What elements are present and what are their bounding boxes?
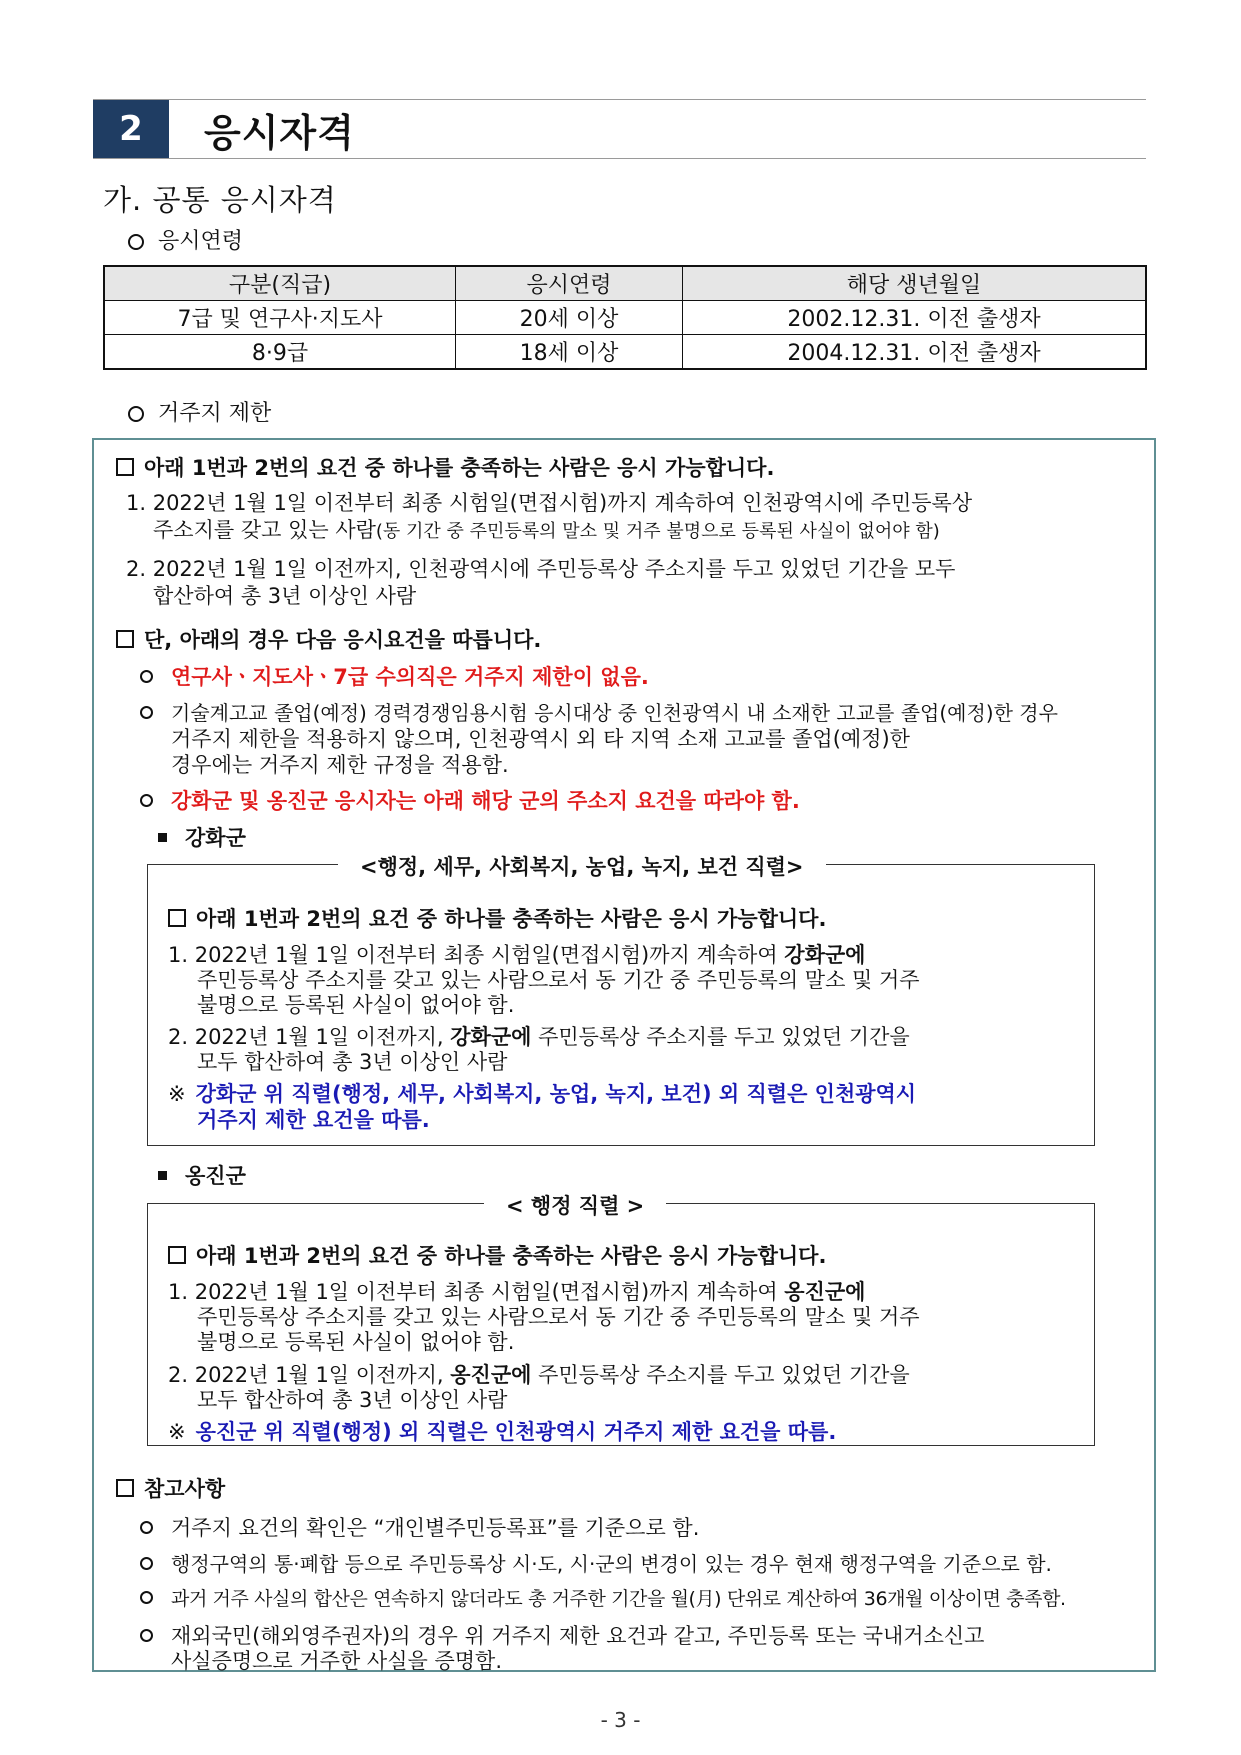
ongjin-note-line1 <box>168 1416 836 1446</box>
table-header: 해당 생년월일 <box>683 266 1147 301</box>
section-number: 2 <box>93 100 169 158</box>
ongjin-line3: 불명으로 등록된 사실이 없어야 함. <box>197 1330 515 1354</box>
ganghwa-line3: 불명으로 등록된 사실이 없어야 함. <box>197 993 515 1017</box>
ongjin-intro <box>168 1240 826 1270</box>
header-top-rule <box>93 99 1146 100</box>
table-header: 구분(직급) <box>104 266 456 301</box>
reference-item-1-text: 거주지 요건의 확인은 “개인별주민등록표”를 기준으로 함. <box>171 1516 700 1540</box>
ganghwa-note1-text: 강화군 위 직렬(행정, 세무, 사회복지, 농업, 녹지, 보건) 외 직렬은 인천광역시 <box>195 1082 917 1106</box>
reference-title <box>116 1473 225 1503</box>
residence-item1-line2-main: 주소지를 갖고 있는 사람 <box>153 518 376 542</box>
reference-item-2-text: 행정구역의 통·폐합 등으로 주민등록상 시·도, 시·군의 변경이 있는 경우 현재 행정구역을 기준으로 함. <box>171 1552 1052 1576</box>
residence-item1-line2-note: (동 기간 중 주민등록의 말소 및 거주 불명으로 등록된 사실이 없어야 함) <box>375 521 940 542</box>
ganghwa-line4-rest: 주민등록상 주소지를 두고 있었던 기간을 <box>531 1025 910 1049</box>
ongjin-caption: < 행정 직렬 > <box>484 1190 666 1220</box>
table-cell: 18세 이상 <box>456 335 683 370</box>
exception-item-2-line1 <box>140 697 1058 726</box>
residence-item1-line1: 1. 2022년 1월 1일 이전부터 최종 시험일(면접시험)까지 계속하여 인천광역시에 주민등록상 <box>126 491 973 515</box>
reference-item-3-text: 과거 거주 사실의 합산은 연속하지 않더라도 총 거주한 기간을 월(月) 단위로 계산하여 36개월 이상이면 충족함. <box>171 1588 1066 1610</box>
circle-bullet-icon <box>140 670 153 683</box>
table-cell: 8·9급 <box>104 335 456 370</box>
ongjin-line1-main: 1. 2022년 1월 1일 이전부터 최종 시험일(면접시험)까지 계속하여 <box>168 1280 785 1304</box>
ganghwa-name: 강화군 <box>185 826 246 850</box>
ongjin-label <box>158 1160 246 1190</box>
ongjin-note1-text: 옹진군 위 직렬(행정) 외 직렬은 인천광역시 거주지 제한 요건을 따름. <box>195 1420 837 1444</box>
reference-item-1 <box>140 1512 699 1542</box>
reference-item-2 <box>140 1548 1052 1577</box>
exception-item-2-line2: 거주지 제한을 적용하지 않으며, 인천광역시 외 타 지역 소재 고교를 졸업(예정)한 <box>171 727 910 751</box>
age-table <box>103 265 1147 370</box>
table-header: 응시연령 <box>456 266 683 301</box>
ganghwa-intro-text: 아래 1번과 2번의 요건 중 하나를 충족하는 사람은 응시 가능합니다. <box>196 907 827 931</box>
ongjin-line2: 주민등록상 주소지를 갖고 있는 사람으로서 동 기간 중 주민등록의 말소 및 거주 <box>197 1305 920 1329</box>
ganghwa-caption: <행정, 세무, 사회복지, 농업, 녹지, 보건 직렬> <box>338 851 826 881</box>
ganghwa-intro <box>168 903 826 933</box>
table-row <box>104 335 1146 370</box>
square-bullet-icon <box>116 1479 134 1497</box>
square-filled-bullet-icon <box>158 833 167 842</box>
ganghwa-line1-bold: 강화군에 <box>784 943 866 967</box>
residence-intro-text: 아래 1번과 2번의 요건 중 하나를 충족하는 사람은 응시 가능합니다. <box>144 456 775 480</box>
reference-title-text: 참고사항 <box>144 1477 226 1501</box>
ganghwa-line5: 모두 합산하여 총 3년 이상인 사람 <box>197 1050 508 1074</box>
header-bottom-rule <box>93 158 1146 159</box>
circle-bullet-icon <box>140 794 153 807</box>
ongjin-line4-main: 2. 2022년 1월 1일 이전까지, <box>168 1363 451 1387</box>
table-cell: 2002.12.31. 이전 출생자 <box>683 301 1147 335</box>
ganghwa-note-line2: 거주지 제한 요건을 따름. <box>197 1108 430 1132</box>
exception-item-3 <box>140 785 800 815</box>
section-title: 응시자격 <box>204 111 355 155</box>
ganghwa-line4-bold: 강화군에 <box>450 1025 532 1049</box>
age-label-row <box>128 224 243 255</box>
ganghwa-line2: 주민등록상 주소지를 갖고 있는 사람으로서 동 기간 중 주민등록의 말소 및 거주 <box>197 968 920 992</box>
circle-bullet-icon <box>128 234 144 250</box>
circle-bullet-icon <box>128 406 144 422</box>
page-number: - 3 - <box>600 1708 641 1732</box>
ongjin-line4-bold: 옹진군에 <box>450 1363 532 1387</box>
circle-bullet-icon <box>140 1629 153 1642</box>
exception-item-1-text: 연구사ㆍ지도사ㆍ7급 수의직은 거주지 제한이 없음. <box>171 665 649 689</box>
residence-item2-line1: 2. 2022년 1월 1일 이전까지, 인천광역시에 주민등록상 주소지를 두고 있었던 기간을 모두 <box>126 557 956 581</box>
exception-item-3-text: 강화군 및 옹진군 응시자는 아래 해당 군의 주소지 요건을 따라야 함. <box>171 789 800 813</box>
square-bullet-icon <box>116 458 134 476</box>
age-label: 응시연령 <box>158 229 244 254</box>
ongjin-line4-rest: 주민등록상 주소지를 두고 있었던 기간을 <box>531 1363 910 1387</box>
ganghwa-line1-main: 1. 2022년 1월 1일 이전부터 최종 시험일(면접시험)까지 계속하여 <box>168 943 785 967</box>
ongjin-line1-bold: 옹진군에 <box>784 1280 866 1304</box>
circle-bullet-icon <box>140 1521 153 1534</box>
ongjin-line5: 모두 합산하여 총 3년 이상인 사람 <box>197 1388 508 1412</box>
circle-bullet-icon <box>140 706 153 719</box>
square-bullet-icon <box>168 909 186 927</box>
table-cell: 7급 및 연구사·지도사 <box>104 301 456 335</box>
circle-bullet-icon <box>140 1557 153 1570</box>
residence-item2-line2: 합산하여 총 3년 이상인 사람 <box>153 584 417 608</box>
table-cell: 20세 이상 <box>456 301 683 335</box>
note-mark: ※ <box>168 1420 186 1444</box>
square-filled-bullet-icon <box>158 1171 167 1180</box>
reference-item-3 <box>140 1584 1066 1611</box>
exception-item-2-line3: 경우에는 거주지 제한 규정을 적용함. <box>171 753 509 777</box>
square-bullet-icon <box>116 630 134 648</box>
table-header-row <box>104 266 1146 301</box>
ganghwa-line4-main: 2. 2022년 1월 1일 이전까지, <box>168 1025 451 1049</box>
table-row <box>104 301 1146 335</box>
residence-label-row <box>128 396 271 427</box>
exception-title-text: 단, 아래의 경우 다음 응시요건을 따릅니다. <box>144 628 542 652</box>
table-cell: 2004.12.31. 이전 출생자 <box>683 335 1147 370</box>
ongjin-intro-text: 아래 1번과 2번의 요건 중 하나를 충족하는 사람은 응시 가능합니다. <box>196 1244 827 1268</box>
reference-item-4-line2: 사실증명으로 거주한 사실을 증명함. <box>171 1649 502 1673</box>
subsection-title: 가. 공통 응시자격 <box>103 183 337 217</box>
square-bullet-icon <box>168 1246 186 1264</box>
exception-title <box>116 624 541 654</box>
exception-item-1 <box>140 661 649 691</box>
circle-bullet-icon <box>140 1591 153 1604</box>
residence-intro <box>116 452 774 482</box>
residence-item1-line2 <box>153 514 940 544</box>
note-mark: ※ <box>168 1082 186 1106</box>
ongjin-name: 옹진군 <box>185 1164 246 1188</box>
reference-item-4-line1-text: 재외국민(해외영주권자)의 경우 위 거주지 제한 요건과 같고, 주민등록 또는 국내거소신고 <box>171 1624 985 1648</box>
exception-item-2-line1-text: 기술계고교 졸업(예정) 경력경쟁임용시험 응시대상 중 인천광역시 내 소재한 고교를 졸업(예정)한 경우 <box>171 701 1058 725</box>
residence-label: 거주지 제한 <box>158 401 272 426</box>
ganghwa-label <box>158 822 246 852</box>
